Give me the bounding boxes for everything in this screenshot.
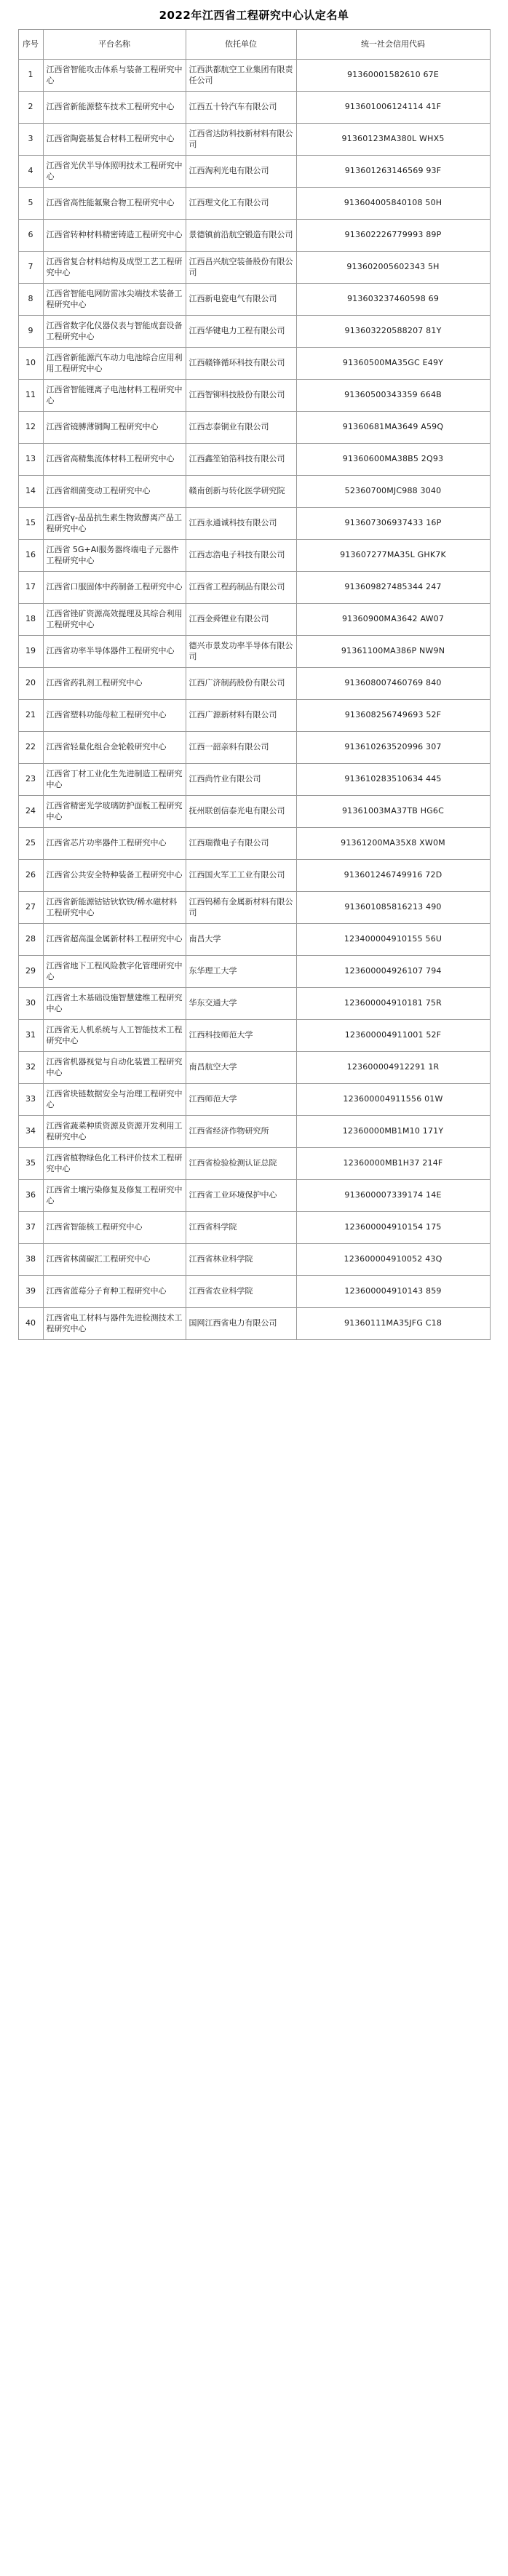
table-row bbox=[18, 1180, 490, 1212]
row-index: 7 bbox=[18, 252, 43, 284]
row-organization: 江西新电瓷电气有限公司 bbox=[186, 284, 296, 316]
row-index: 28 bbox=[18, 924, 43, 956]
row-credit-code: 91360600MA38B5 2Q93 bbox=[296, 444, 490, 476]
row-credit-code: 123600004911001 52F bbox=[296, 1020, 490, 1052]
page-title: 2022年江西省工程研究中心认定名单 bbox=[159, 9, 349, 22]
table-row bbox=[18, 604, 490, 636]
row-platform-name: 江西省精密光学玻璃防护面板工程研究中心 bbox=[43, 796, 186, 828]
row-index: 11 bbox=[18, 380, 43, 412]
row-index: 19 bbox=[18, 636, 43, 668]
row-platform-name: 江西省智能锂离子电池材料工程研究中心 bbox=[43, 380, 186, 412]
table-row bbox=[18, 92, 490, 124]
row-index: 18 bbox=[18, 604, 43, 636]
table-row bbox=[18, 476, 490, 508]
table-row bbox=[18, 188, 490, 220]
row-credit-code: 913601263146569 93F bbox=[296, 156, 490, 188]
table-header bbox=[18, 30, 490, 60]
table-row bbox=[18, 284, 490, 316]
row-organization: 江西昌兴航空装备股份有限公司 bbox=[186, 252, 296, 284]
row-platform-name: 江西省智能电网防雷冰尖端技术装备工程研究中心 bbox=[43, 284, 186, 316]
row-organization: 江西省工业环境保护中心 bbox=[186, 1180, 296, 1212]
row-credit-code: 913600007339174 14E bbox=[296, 1180, 490, 1212]
table-row bbox=[18, 860, 490, 892]
row-organization: 江西师范大学 bbox=[186, 1084, 296, 1116]
row-index: 14 bbox=[18, 476, 43, 508]
row-platform-name: 江西省电工材料与器件先进检测技术工程研究中心 bbox=[43, 1308, 186, 1340]
row-platform-name: 江西省智能攻击体系与装备工程研究中心 bbox=[43, 60, 186, 92]
row-credit-code: 123600004910052 43Q bbox=[296, 1244, 490, 1276]
row-platform-name: 江西省口服固体中药制备工程研究中心 bbox=[43, 572, 186, 604]
row-credit-code: 913610263520996 307 bbox=[296, 732, 490, 764]
row-index: 4 bbox=[18, 156, 43, 188]
row-organization: 江西鑫笙铂箔科技有限公司 bbox=[186, 444, 296, 476]
table-row bbox=[18, 540, 490, 572]
row-platform-name: 江西省锉矿资源高效提理及其综合利用工程研究中心 bbox=[43, 604, 186, 636]
row-organization: 江西省检验检测认证总院 bbox=[186, 1148, 296, 1180]
row-organization: 江西国火军工工业有限公司 bbox=[186, 860, 296, 892]
table-row bbox=[18, 924, 490, 956]
table-row bbox=[18, 796, 490, 828]
row-credit-code: 123600004910154 175 bbox=[296, 1212, 490, 1244]
row-organization: 江西省科学院 bbox=[186, 1212, 296, 1244]
row-index: 13 bbox=[18, 444, 43, 476]
row-credit-code: 91360001582610 67E bbox=[296, 60, 490, 92]
table-body bbox=[18, 60, 490, 1340]
row-index: 1 bbox=[18, 60, 43, 92]
row-platform-name: 江西省光伏半导体照明技术工程研究中心 bbox=[43, 156, 186, 188]
row-organization: 江西赣锋循环科技有限公司 bbox=[186, 348, 296, 380]
row-credit-code: 913604005840108 50H bbox=[296, 188, 490, 220]
table-row bbox=[18, 1308, 490, 1340]
row-credit-code: 913608007460769 840 bbox=[296, 668, 490, 700]
row-platform-name: 江西省高精集流体材料工程研究中心 bbox=[43, 444, 186, 476]
table-row bbox=[18, 252, 490, 284]
row-credit-code: 12360000MB1M10 171Y bbox=[296, 1116, 490, 1148]
column-header-organization: 依托单位 bbox=[186, 30, 296, 60]
row-index: 9 bbox=[18, 316, 43, 348]
row-index: 22 bbox=[18, 732, 43, 764]
row-organization: 景德镇前沿航空锻造有限公司 bbox=[186, 220, 296, 252]
table-row bbox=[18, 1116, 490, 1148]
row-organization: 江西瑞微电子有限公司 bbox=[186, 828, 296, 860]
row-index: 20 bbox=[18, 668, 43, 700]
row-platform-name: 江西省植物绿色化工科评价技术工程研究中心 bbox=[43, 1148, 186, 1180]
table-row bbox=[18, 956, 490, 988]
row-credit-code: 913609827485344 247 bbox=[296, 572, 490, 604]
table-row bbox=[18, 60, 490, 92]
row-platform-name: 江西省无人机系统与人工智能技术工程研究中心 bbox=[43, 1020, 186, 1052]
row-credit-code: 123600004911556 01W bbox=[296, 1084, 490, 1116]
row-organization: 江西五十铃汽车有限公司 bbox=[186, 92, 296, 124]
table-row bbox=[18, 156, 490, 188]
row-platform-name: 江西省机器视觉与自动化装置工程研究中心 bbox=[43, 1052, 186, 1084]
row-platform-name: 江西省芯片功率器件工程研究中心 bbox=[43, 828, 186, 860]
row-index: 23 bbox=[18, 764, 43, 796]
row-credit-code: 123600004926107 794 bbox=[296, 956, 490, 988]
table-row bbox=[18, 444, 490, 476]
row-organization: 江西钨稀有金属新材料有限公司 bbox=[186, 892, 296, 924]
row-platform-name: 江西省塑料功能母粒工程研究中心 bbox=[43, 700, 186, 732]
row-organization: 江西广源新材料有限公司 bbox=[186, 700, 296, 732]
table-row bbox=[18, 508, 490, 540]
row-platform-name: 江西省 5G+AI服务器终端电子元器件工程研究中心 bbox=[43, 540, 186, 572]
row-organization: 江西华键电力工程有限公司 bbox=[186, 316, 296, 348]
row-credit-code: 91360681MA3649 A59Q bbox=[296, 412, 490, 444]
row-index: 10 bbox=[18, 348, 43, 380]
row-organization: 江西永通诚科技有限公司 bbox=[186, 508, 296, 540]
row-platform-name: 江西省γ-品品抗生素生物致酵离产品工程研究中心 bbox=[43, 508, 186, 540]
row-index: 35 bbox=[18, 1148, 43, 1180]
row-index: 2 bbox=[18, 92, 43, 124]
row-credit-code: 913601006124114 41F bbox=[296, 92, 490, 124]
row-index: 15 bbox=[18, 508, 43, 540]
row-organization: 江西洪都航空工业集团有限责任公司 bbox=[186, 60, 296, 92]
row-credit-code: 123400004910155 56U bbox=[296, 924, 490, 956]
row-index: 27 bbox=[18, 892, 43, 924]
row-index: 5 bbox=[18, 188, 43, 220]
row-credit-code: 913602005602343 5H bbox=[296, 252, 490, 284]
table-row bbox=[18, 380, 490, 412]
row-index: 24 bbox=[18, 796, 43, 828]
row-organization: 江西广济制药股份有限公司 bbox=[186, 668, 296, 700]
table-row bbox=[18, 1052, 490, 1084]
row-platform-name: 江西省药乳剂工程研究中心 bbox=[43, 668, 186, 700]
row-index: 29 bbox=[18, 956, 43, 988]
row-index: 40 bbox=[18, 1308, 43, 1340]
row-platform-name: 江西省超高温金属新材料工程研究中心 bbox=[43, 924, 186, 956]
row-credit-code: 91360111MA35JFG C18 bbox=[296, 1308, 490, 1340]
row-index: 3 bbox=[18, 124, 43, 156]
row-organization: 江西省经济作物研究所 bbox=[186, 1116, 296, 1148]
table-row bbox=[18, 988, 490, 1020]
row-credit-code: 91360123MA380L WHX5 bbox=[296, 124, 490, 156]
table-row bbox=[18, 348, 490, 380]
row-organization: 江西一韶亲料有限公司 bbox=[186, 732, 296, 764]
column-header-credit-code: 统一社会信用代码 bbox=[296, 30, 490, 60]
row-platform-name: 江西省数字化仪器仪表与智能成套设备工程研究中心 bbox=[43, 316, 186, 348]
table-row bbox=[18, 412, 490, 444]
table-header-row bbox=[18, 30, 490, 60]
column-header-platform-name: 平台名称 bbox=[43, 30, 186, 60]
row-credit-code: 913607306937433 16P bbox=[296, 508, 490, 540]
row-organization: 赣南创新与转化医学研究院 bbox=[186, 476, 296, 508]
table-row bbox=[18, 124, 490, 156]
table-row bbox=[18, 636, 490, 668]
row-platform-name: 江西省地下工程风险教字化管理研究中心 bbox=[43, 956, 186, 988]
table-row bbox=[18, 572, 490, 604]
row-platform-name: 江西省陶瓷基复合材料工程研究中心 bbox=[43, 124, 186, 156]
row-credit-code: 913603220588207 81Y bbox=[296, 316, 490, 348]
row-organization: 国网江西省电力有限公司 bbox=[186, 1308, 296, 1340]
row-platform-name: 江西省丁材工业化生先进制造工程研究中心 bbox=[43, 764, 186, 796]
row-platform-name: 江西省高性能氟聚合物工程研究中心 bbox=[43, 188, 186, 220]
row-credit-code: 913601246749916 72D bbox=[296, 860, 490, 892]
row-index: 31 bbox=[18, 1020, 43, 1052]
row-platform-name: 江西省块链数据安全与治理工程研究中心 bbox=[43, 1084, 186, 1116]
row-platform-name: 江西省土木基础设施智慧建维工程研究中心 bbox=[43, 988, 186, 1020]
row-platform-name: 江西省镜膊薄铜陶工程研究中心 bbox=[43, 412, 186, 444]
table-row bbox=[18, 1148, 490, 1180]
row-index: 21 bbox=[18, 700, 43, 732]
recognition-list-table bbox=[18, 29, 491, 1340]
row-organization: 华东交通大学 bbox=[186, 988, 296, 1020]
row-organization: 江西省达防科技新材料有限公司 bbox=[186, 124, 296, 156]
row-index: 39 bbox=[18, 1276, 43, 1308]
row-credit-code: 123600004910181 75R bbox=[296, 988, 490, 1020]
table-row bbox=[18, 668, 490, 700]
row-index: 26 bbox=[18, 860, 43, 892]
row-organization: 江西志泰铜业有限公司 bbox=[186, 412, 296, 444]
row-platform-name: 江西省新能源整车技术工程研究中心 bbox=[43, 92, 186, 124]
row-platform-name: 江西省智能核工程研究中心 bbox=[43, 1212, 186, 1244]
table-row bbox=[18, 700, 490, 732]
table-row bbox=[18, 828, 490, 860]
row-index: 16 bbox=[18, 540, 43, 572]
row-platform-name: 江西省林菌碳汇工程研究中心 bbox=[43, 1244, 186, 1276]
row-credit-code: 91360500MA35GC E49Y bbox=[296, 348, 490, 380]
row-index: 12 bbox=[18, 412, 43, 444]
table-row bbox=[18, 1244, 490, 1276]
row-platform-name: 江西省新能源汽车动力电池综合应用利用工程研究中心 bbox=[43, 348, 186, 380]
column-header-index: 序号 bbox=[18, 30, 43, 60]
table-row bbox=[18, 1212, 490, 1244]
row-credit-code: 913603237460598 69 bbox=[296, 284, 490, 316]
row-platform-name: 江西省复合材料结构及成型工艺工程研究中心 bbox=[43, 252, 186, 284]
row-platform-name: 江西省转种材料精密铸造工程研究中心 bbox=[43, 220, 186, 252]
row-platform-name: 江西省土壤污染修复及修复工程研究中心 bbox=[43, 1180, 186, 1212]
row-organization: 江西淘利光电有限公司 bbox=[186, 156, 296, 188]
row-platform-name: 江西省功率半导体器件工程研究中心 bbox=[43, 636, 186, 668]
table-row bbox=[18, 1276, 490, 1308]
table-row bbox=[18, 764, 490, 796]
row-credit-code: 913610283510634 445 bbox=[296, 764, 490, 796]
table-row bbox=[18, 892, 490, 924]
row-organization: 抚州联创信泰光电有限公司 bbox=[186, 796, 296, 828]
row-credit-code: 12360000MB1H37 214F bbox=[296, 1148, 490, 1180]
row-index: 17 bbox=[18, 572, 43, 604]
row-credit-code: 913608256749693 52F bbox=[296, 700, 490, 732]
row-credit-code: 91361100MA386P NW9N bbox=[296, 636, 490, 668]
row-index: 25 bbox=[18, 828, 43, 860]
row-organization: 江西理文化工有限公司 bbox=[186, 188, 296, 220]
row-organization: 南昌航空大学 bbox=[186, 1052, 296, 1084]
row-credit-code: 52360700MJC988 3040 bbox=[296, 476, 490, 508]
row-organization: 江西省工程药制品有限公司 bbox=[186, 572, 296, 604]
row-index: 8 bbox=[18, 284, 43, 316]
row-organization: 江西省农业科学院 bbox=[186, 1276, 296, 1308]
row-organization: 德兴市景发功率半导体有限公司 bbox=[186, 636, 296, 668]
row-credit-code: 91361003MA37TB HG6C bbox=[296, 796, 490, 828]
row-credit-code: 91360900MA3642 AW07 bbox=[296, 604, 490, 636]
row-platform-name: 江西省轻量化组合金轮毂研究中心 bbox=[43, 732, 186, 764]
row-credit-code: 91360500343359 664B bbox=[296, 380, 490, 412]
row-credit-code: 123600004912291 1R bbox=[296, 1052, 490, 1084]
row-index: 32 bbox=[18, 1052, 43, 1084]
row-credit-code: 91361200MA35X8 XW0M bbox=[296, 828, 490, 860]
row-organization: 江西科技师范大学 bbox=[186, 1020, 296, 1052]
row-platform-name: 江西省公共安全特种装备工程研究中心 bbox=[43, 860, 186, 892]
row-credit-code: 913601085816213 490 bbox=[296, 892, 490, 924]
row-index: 33 bbox=[18, 1084, 43, 1116]
row-credit-code: 913607277MA35L GHK7K bbox=[296, 540, 490, 572]
row-platform-name: 江西省蔬菜种质资源及资源开发利用工程研究中心 bbox=[43, 1116, 186, 1148]
row-platform-name: 江西省细菌变动工程研究中心 bbox=[43, 476, 186, 508]
table-row bbox=[18, 1020, 490, 1052]
row-index: 6 bbox=[18, 220, 43, 252]
row-organization: 东华理工大学 bbox=[186, 956, 296, 988]
row-platform-name: 江西省新能源钴钴钬软铁/稀水磁材料工程研究中心 bbox=[43, 892, 186, 924]
table-row bbox=[18, 220, 490, 252]
row-organization: 江西金舜锂业有限公司 bbox=[186, 604, 296, 636]
row-index: 30 bbox=[18, 988, 43, 1020]
row-organization: 江西省林业科学院 bbox=[186, 1244, 296, 1276]
row-organization: 江西智铆科技股份有限公司 bbox=[186, 380, 296, 412]
row-index: 34 bbox=[18, 1116, 43, 1148]
row-organization: 江西志浩电子科技有限公司 bbox=[186, 540, 296, 572]
table-row bbox=[18, 316, 490, 348]
table-row bbox=[18, 732, 490, 764]
row-organization: 江西尚竹业有限公司 bbox=[186, 764, 296, 796]
row-index: 38 bbox=[18, 1244, 43, 1276]
row-credit-code: 913602226779993 89P bbox=[296, 220, 490, 252]
row-credit-code: 123600004910143 859 bbox=[296, 1276, 490, 1308]
row-index: 37 bbox=[18, 1212, 43, 1244]
row-organization: 南昌大学 bbox=[186, 924, 296, 956]
table-row bbox=[18, 1084, 490, 1116]
row-index: 36 bbox=[18, 1180, 43, 1212]
row-platform-name: 江西省蓝莓分子育种工程研究中心 bbox=[43, 1276, 186, 1308]
